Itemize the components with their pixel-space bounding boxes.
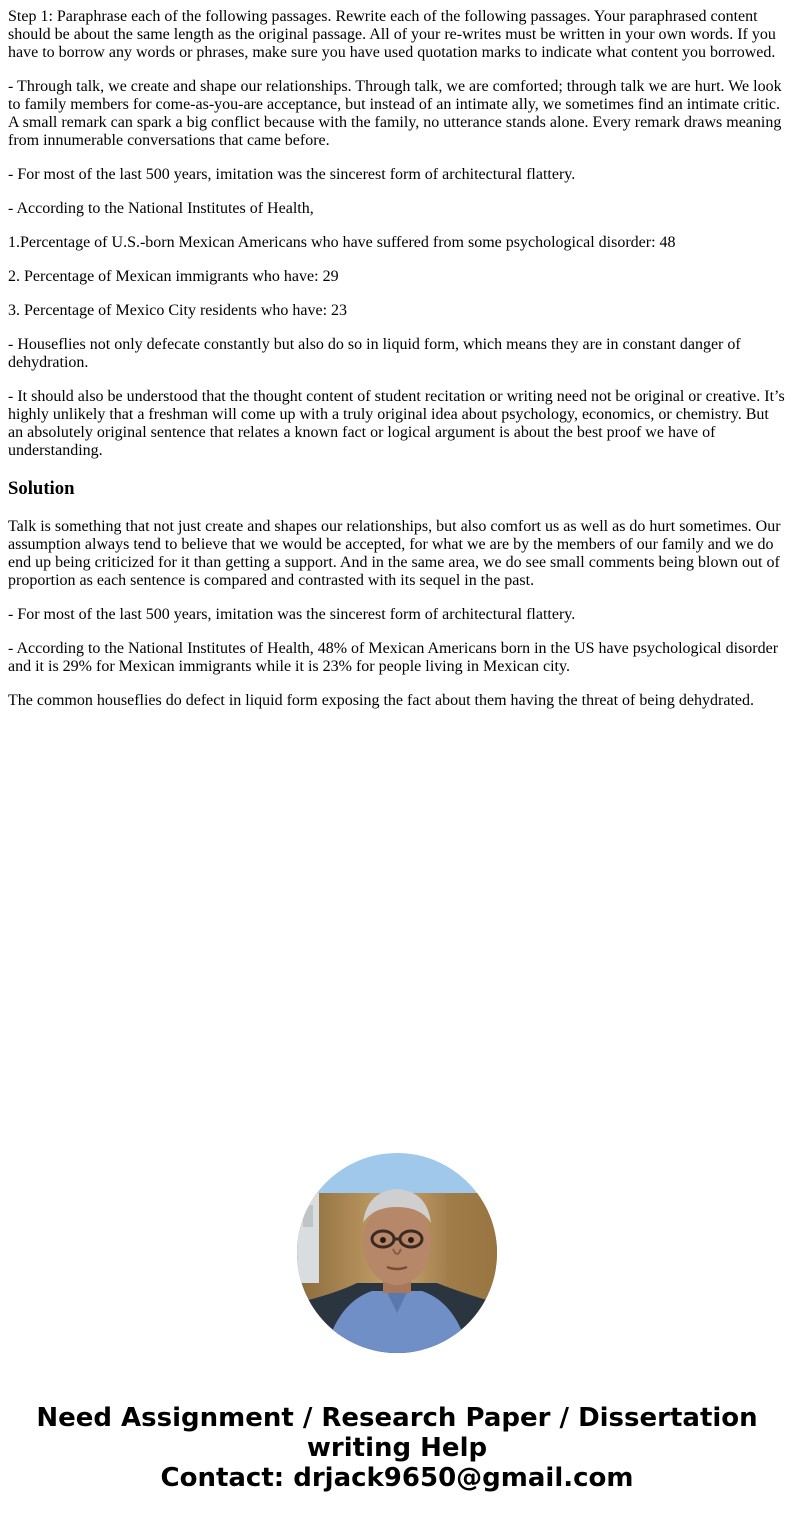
passage-3-item-3: 3. Percentage of Mexico City residents who have: 23: [8, 302, 348, 319]
solution-paragraph-1: Talk is something that not just create and shapes our relationships, but also comfort us as well as do hurt sometimes. Our assumption always tend to believe that we would be accepted, for what we are by the members of our family and we do end up being criticized for it than getting a support. And in the same area, we do see small comments being blown out of proportion as each sentence is compared and contrasted with its sequel in the past.: [8, 518, 781, 589]
passage-3: - According to the National Institutes of Health,: [8, 200, 314, 217]
passage-1: - Through talk, we create and shape our relationships. Through talk, we are comforted; through talk we are hurt. We look to family members for come-as-you-are acceptance, but instead of an intimate ally, we sometimes find an intimate critic. A small remark can spark a big conflict because with the family, no utterance stands alone. Every remark draws meaning from innumerable conversations that came before.: [8, 78, 782, 149]
solution-paragraph-4: The common houseflies do defect in liquid form exposing the fact about them having the threat of being dehydrated.: [8, 692, 755, 709]
promo-contact: Contact: drjack9650@gmail.com: [160, 1463, 634, 1493]
promo-line-1: Need Assignment / Research Paper / Dissertation: [36, 1403, 758, 1433]
instructions-text: Step 1: Paraphrase each of the following passages. Rewrite each of the following passages. Your paraphrased content should be about the same length as the original passage. All of your re-writes must be written in your own words. If you have to borrow any words or phrases, make sure you have used quotation marks to indicate what content you borrowed.: [8, 8, 776, 61]
document-body: [8, 0, 786, 726]
avatar: [297, 1153, 497, 1353]
passage-2: - For most of the last 500 years, imitation was the sincerest form of architectural flattery.: [8, 166, 576, 183]
solution-paragraph-3: - According to the National Institutes of Health, 48% of Mexican Americans born in the US have psychological disorder and it is 29% for Mexican immigrants while it is 23% for people living in Mexican city.: [8, 640, 779, 675]
promo-banner: [0, 1403, 794, 1493]
person-portrait-icon: [297, 1153, 497, 1353]
solution-paragraph-2: - For most of the last 500 years, imitation was the sincerest form of architectural flattery.: [8, 606, 576, 623]
passage-3-item-2: 2. Percentage of Mexican immigrants who have: 29: [8, 268, 339, 285]
passage-5: - It should also be understood that the thought content of student recitation or writing need not be original or creative. It’s highly unlikely that a freshman will come up with a truly original idea about psychology, economics, or chemistry. But an absolutely original sentence that relates a known fact or logical argument is about the best proof we have of understanding.: [8, 388, 785, 459]
promo-line-2: writing Help: [306, 1433, 488, 1463]
passage-4: - Houseflies not only defecate constantly but also do so in liquid form, which means they are in constant danger of dehydration.: [8, 336, 741, 371]
solution-heading: Solution: [8, 478, 75, 499]
passage-3-item-1: 1.Percentage of U.S.-born Mexican Americans who have suffered from some psychological disorder: 48: [8, 234, 676, 251]
